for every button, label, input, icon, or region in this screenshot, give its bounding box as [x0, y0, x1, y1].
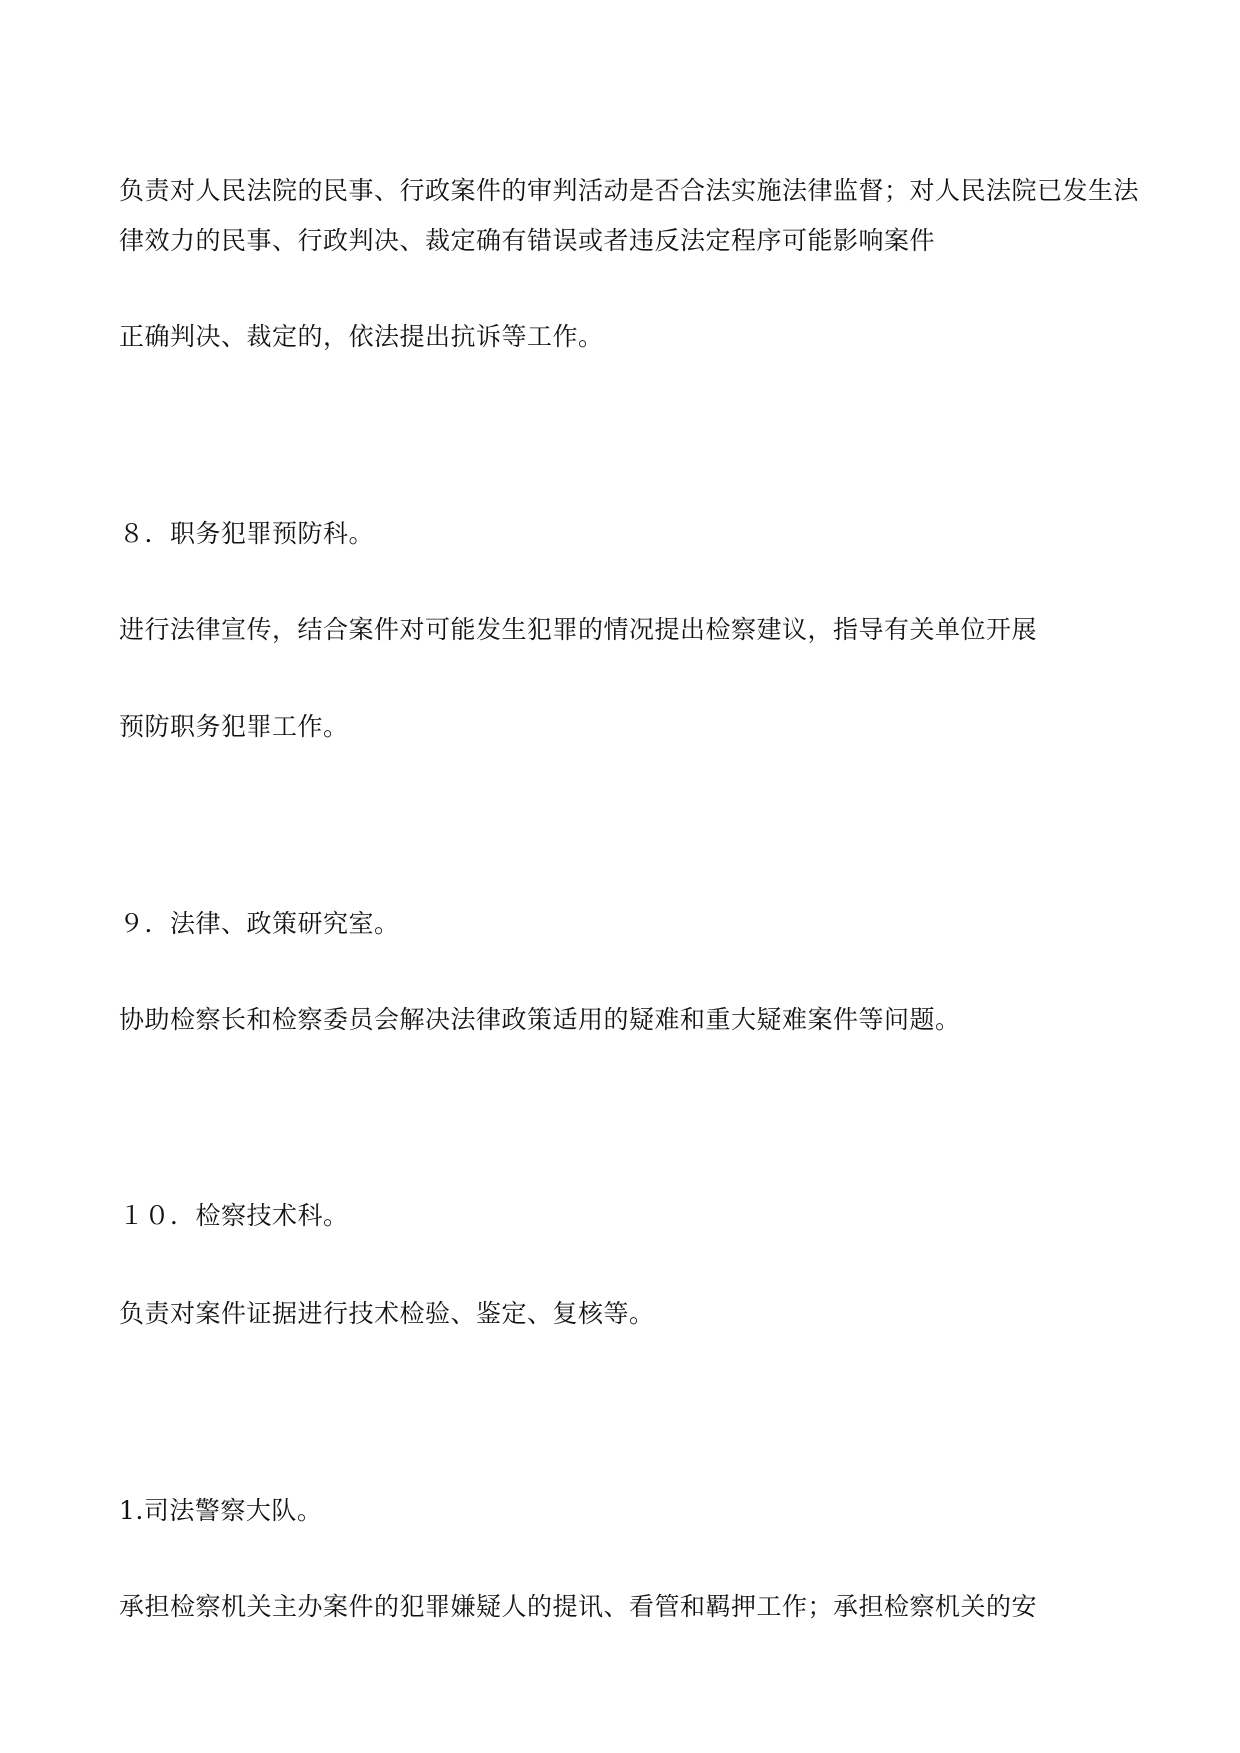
paragraph-line: 预防职务犯罪工作。: [119, 712, 349, 741]
paragraph-line: 负责对案件证据进行技术检验、鉴定、复核等。: [119, 1299, 655, 1328]
paragraph-line: 进行法律宣传，结合案件对可能发生犯罪的情况提出检察建议，指导有关单位开展: [119, 615, 1038, 644]
paragraph-line: 负责对人民法院的民事、行政案件的审判活动是否合法实施法律监督；对人民法院已发生法: [119, 176, 1140, 205]
section-heading: ８．职务犯罪预防科。: [119, 519, 375, 548]
paragraph-line: 承担检察机关主办案件的犯罪嫌疑人的提讯、看管和羁押工作；承担检察机关的安: [119, 1592, 1038, 1621]
section-heading: １０．检察技术科。: [119, 1201, 349, 1230]
section-heading: 1.司法警察大队。: [119, 1496, 323, 1525]
paragraph-line: 正确判决、裁定的，依法提出抗诉等工作。: [119, 322, 604, 351]
paragraph-line: 律效力的民事、行政判决、裁定确有错误或者违反法定程序可能影响案件: [119, 226, 936, 255]
paragraph-line: 协助检察长和检察委员会解决法律政策适用的疑难和重大疑难案件等问题。: [119, 1005, 961, 1034]
section-heading: ９．法律、政策研究室。: [119, 909, 400, 938]
